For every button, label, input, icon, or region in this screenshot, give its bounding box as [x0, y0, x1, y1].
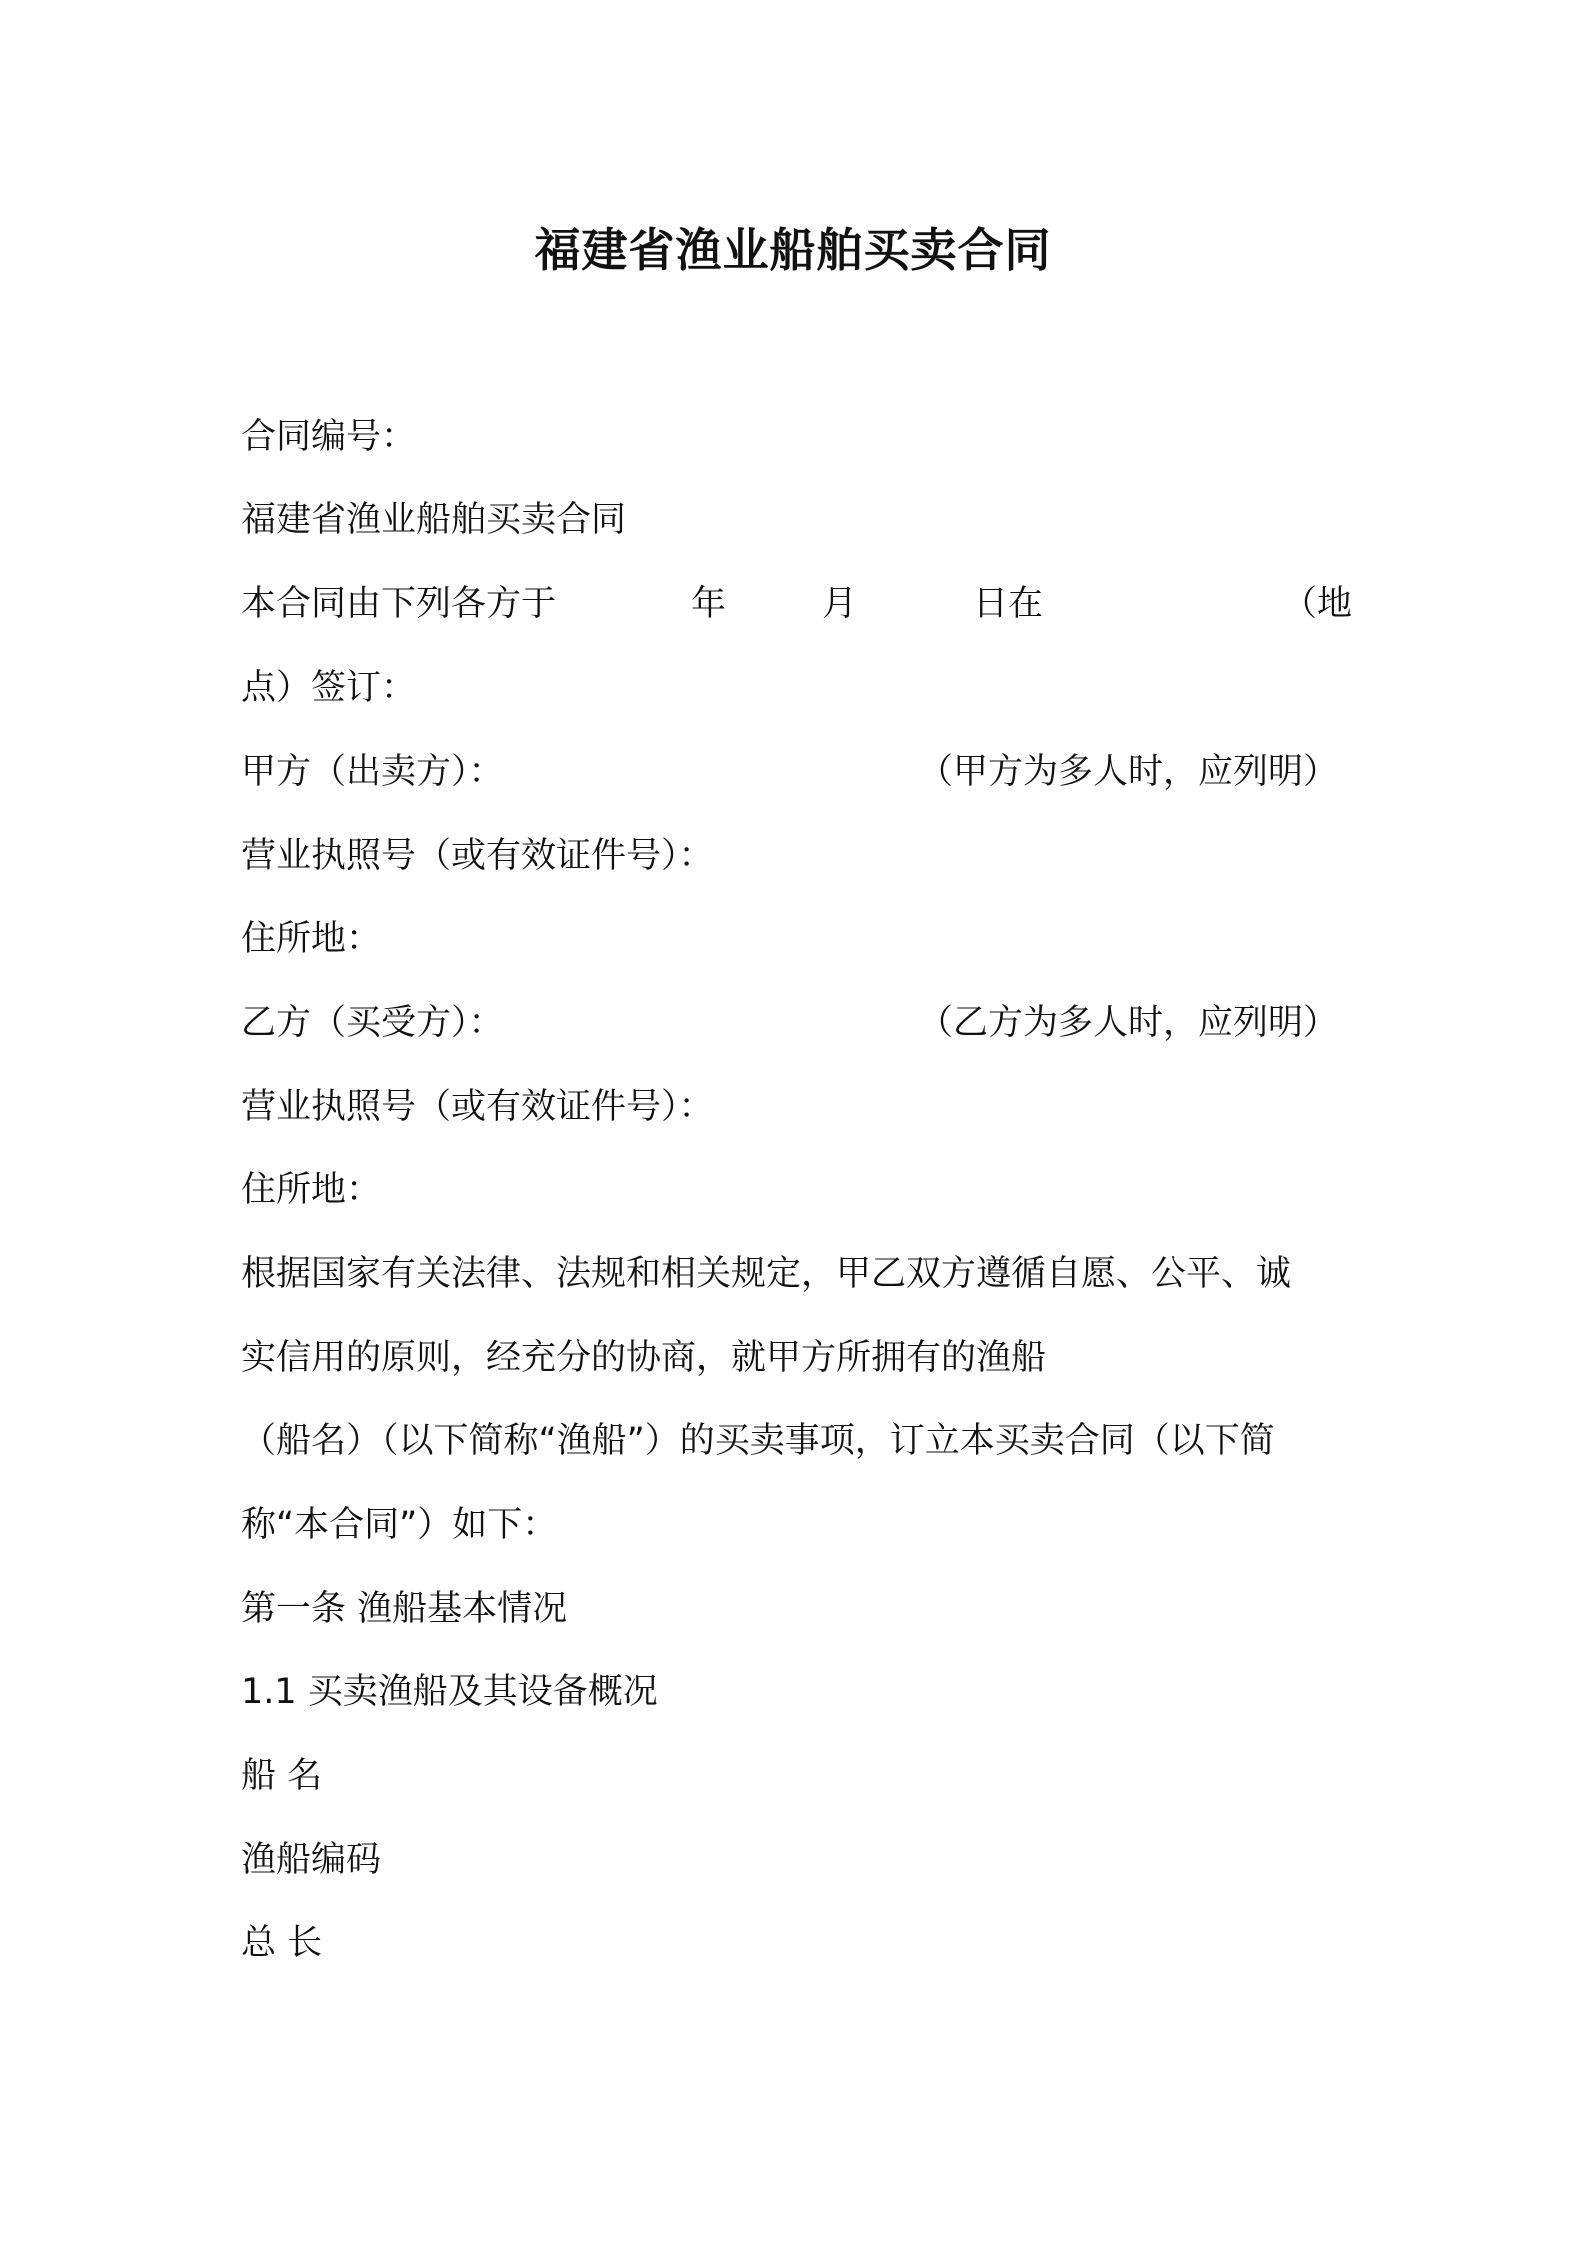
party-b-address-label: 住所地： [241, 1170, 382, 1210]
field-overall-length: 总 长 [241, 1923, 323, 1963]
party-a-license-label: 营业执照号（或有效证件号）： [241, 836, 714, 876]
signing-place-close: 点）签订： [241, 668, 417, 708]
preamble-line: 根据国家有关法律、法规和相关规定，甲乙双方遵循自愿、公平、诚 [241, 1254, 1292, 1294]
signing-year-label: 年 [691, 584, 727, 624]
signing-prefix: 本合同由下列各方于 [241, 584, 557, 624]
preamble-line: （船名）（以下简称“渔船”）的买卖事项，订立本买卖合同（以下简 [241, 1421, 1275, 1461]
party-a-address-label: 住所地： [241, 919, 382, 959]
field-vessel-code: 渔船编码 [241, 1840, 382, 1880]
party-a-label: 甲方（出卖方）： [241, 752, 504, 792]
signing-month-label: 月 [822, 584, 858, 624]
document-title: 福建省渔业船舶买卖合同 [534, 223, 1052, 277]
section-1-1-heading: 1.1 买卖渔船及其设备概况 [241, 1672, 658, 1712]
preamble-line: 称“本合同”）如下： [241, 1505, 558, 1545]
contract-number-label: 合同编号： [241, 417, 417, 457]
field-ship-name: 船 名 [241, 1756, 323, 1796]
party-b-note: （乙方为多人时，应列明） [918, 1003, 1339, 1043]
article-1-heading: 第一条 渔船基本情况 [241, 1589, 568, 1629]
party-a-note: （甲方为多人时，应列明） [918, 752, 1339, 792]
signing-day-label: 日在 [973, 584, 1044, 624]
signing-place-open: （地 [1282, 584, 1353, 624]
document-subtitle: 福建省渔业船舶买卖合同 [241, 500, 627, 540]
party-b-label: 乙方（买受方）： [241, 1003, 504, 1043]
party-b-license-label: 营业执照号（或有效证件号）： [241, 1087, 714, 1127]
preamble-line: 实信用的原则，经充分的协商，就甲方所拥有的渔船 [241, 1338, 1047, 1378]
